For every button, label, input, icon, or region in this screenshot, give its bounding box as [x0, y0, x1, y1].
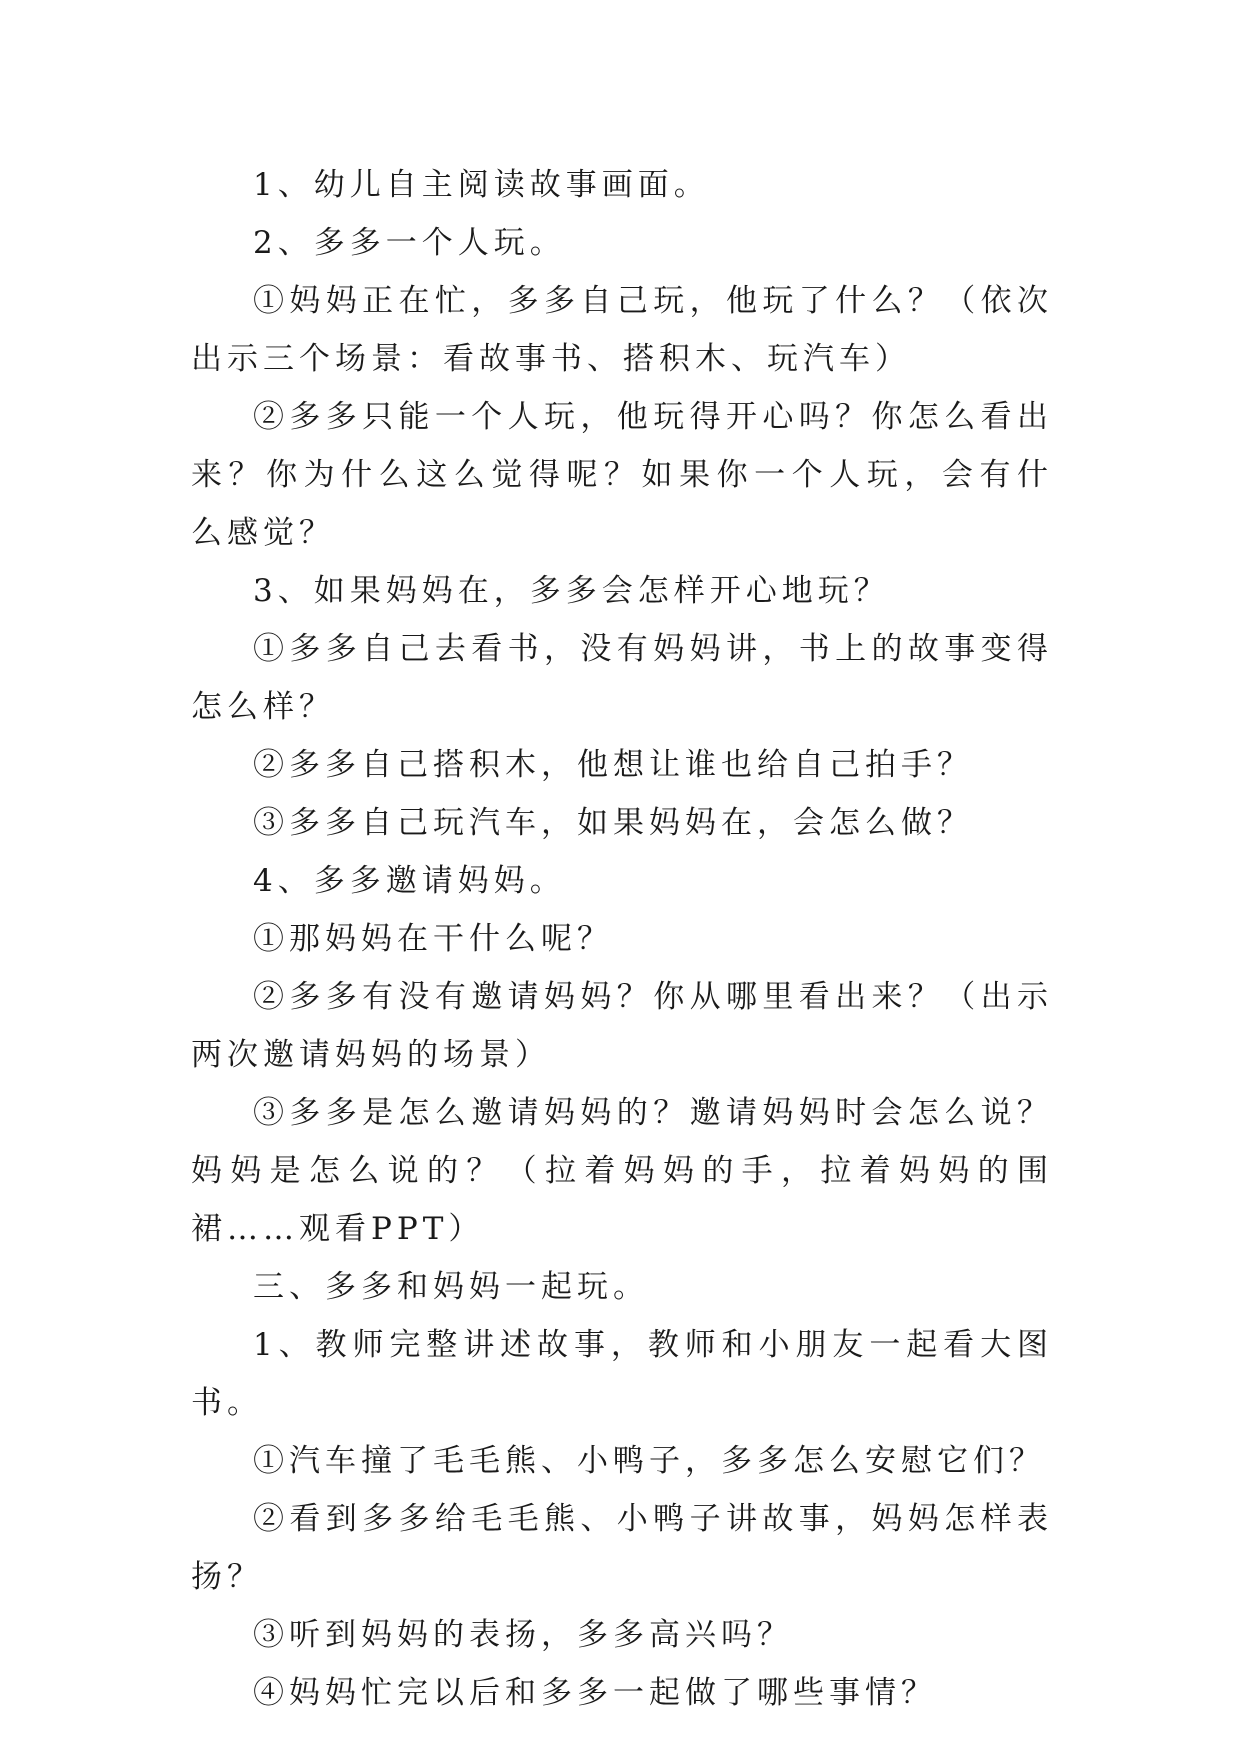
paragraph: ③多多自己玩汽车，如果妈妈在，会怎么做？ [253, 805, 973, 841]
paragraph: 1、教师完整讲述故事，教师和小朋友一起看大图书。 [191, 1327, 1053, 1421]
paragraph: ②多多只能一个人玩，他玩得开心吗？你怎么看出来？你为什么这么觉得呢？如果你一个人玩，会有什么感觉？ [191, 399, 1053, 551]
paragraph: 3、如果妈妈在，多多会怎样开心地玩？ [253, 573, 890, 609]
paragraph: ③听到妈妈的表扬，多多高兴吗？ [253, 1617, 793, 1653]
paragraph: ②多多自己搭积木，他想让谁也给自己拍手？ [253, 747, 973, 783]
paragraph: ③多多是怎么邀请妈妈的？邀请妈妈时会怎么说？妈妈是怎么说的？（拉着妈妈的手，拉着妈妈的围裙……观看PPT） [191, 1095, 1053, 1247]
paragraph: ②多多有没有邀请妈妈？你从哪里看出来？（出示两次邀请妈妈的场景） [191, 979, 1053, 1073]
paragraph: ①那妈妈在干什么呢？ [253, 921, 613, 957]
paragraph: ①妈妈正在忙，多多自己玩，他玩了什么？（依次出示三个场景：看故事书、搭积木、玩汽车） [191, 283, 1053, 377]
paragraph: ④妈妈忙完以后和多多一起做了哪些事情？ [253, 1675, 937, 1711]
paragraph: ②看到多多给毛毛熊、小鸭子讲故事，妈妈怎样表扬？ [191, 1501, 1053, 1595]
document-body [191, 156, 1053, 1722]
paragraph: 1、幼儿自主阅读故事画面。 [253, 167, 710, 203]
paragraph: ①多多自己去看书，没有妈妈讲，书上的故事变得怎么样？ [191, 631, 1053, 725]
paragraph: 三、多多和妈妈一起玩。 [253, 1269, 649, 1305]
paragraph: 2、多多一个人玩。 [253, 225, 566, 261]
paragraph: 4、多多邀请妈妈。 [253, 863, 566, 899]
paragraph: ①汽车撞了毛毛熊、小鸭子，多多怎么安慰它们？ [253, 1443, 1045, 1479]
